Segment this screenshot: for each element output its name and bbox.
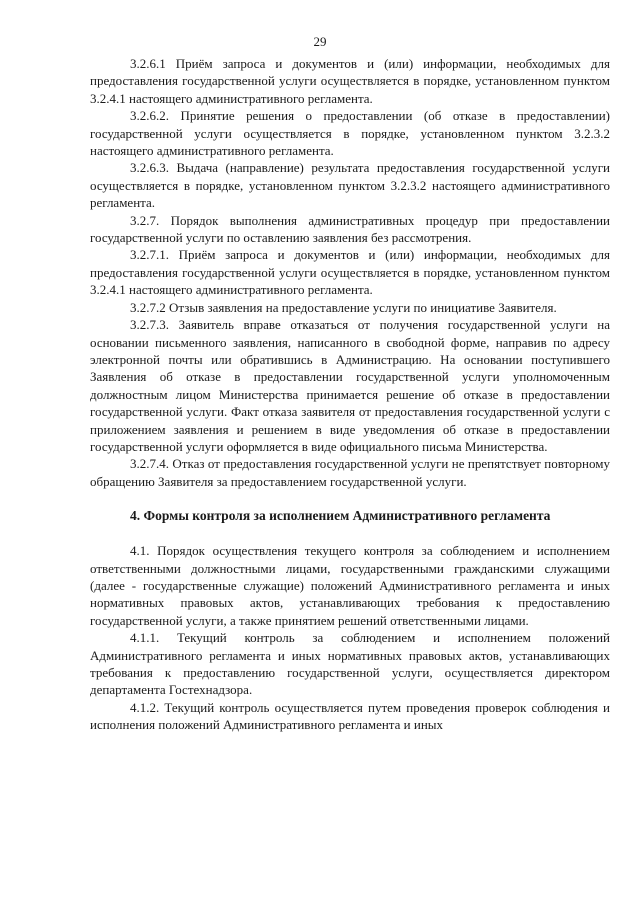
- paragraph-3-2-6-3: 3.2.6.3. Выдача (направление) результата предоставления государственной услуги осуществляется в порядке, установленном пунктом 3.2.3.2 настоящего административного регламента.: [90, 160, 610, 211]
- paragraph-3-2-7-1: 3.2.7.1. Приём запроса и документов и (или) информации, необходимых для предоставления государственной услуги осуществляется в порядке, установленном пунктом 3.2.4.1 настоящего административного регламента.: [90, 247, 610, 298]
- paragraph-4-1: 4.1. Порядок осуществления текущего контроля за соблюдением и исполнением ответственными должностными лицами, государственными гражданскими служащими (далее - государственные служащие) положений Административного регламента и иных нормативных правовых актов, устанавливающих требования к предоставлению государственной услуги, а также принятием решений ответственными лицами.: [90, 543, 610, 628]
- paragraph-3-2-7-4: 3.2.7.4. Отказ от предоставления государственной услуги не препятствует повторному обращению Заявителя за предоставлением государственной услуги.: [90, 456, 610, 489]
- paragraph-3-2-7: 3.2.7. Порядок выполнения административных процедур при предоставлении государственной услуги по оставлению заявления без рассмотрения.: [90, 212, 610, 246]
- paragraph-3-2-7-3: 3.2.7.3. Заявитель вправе отказаться от получения государственной услуги на основании письменного заявления, написанного в свободной форме, направив по адресу электронной почты или обратившись в Администрацию. На основании поступившего Заявления об отказе в предоставлении государственной услуги уполномоченным должностным лицом Министерства принимается решение об отказе в предоставлении государственной услуги. Факт отказа заявителя от предоставления государственной услуги с приложением заявления и решением в виде уведомления об отказе в предоставлении государственной услуги оформляется в виде официального письма Министерства.: [90, 317, 610, 454]
- paragraph-3-2-6-2: 3.2.6.2. Принятие решения о предоставлении (об отказе в предоставлении) государственной услуги осуществляется в порядке, установленном пунктом 3.2.3.2 настоящего административного регламента.: [90, 108, 610, 159]
- paragraph-4-1-1: 4.1.1. Текущий контроль за соблюдением и исполнением положений Административного регламента и иных нормативных правовых актов, устанавливающих требования к предоставлению государственной услуги, осуществляется директором департамента Гостехнадзора.: [90, 630, 610, 698]
- paragraph-3-2-7-2: 3.2.7.2 Отзыв заявления на предоставление услуги по инициативе Заявителя.: [130, 299, 557, 315]
- section-heading: 4. Формы контроля за исполнением Административного регламента: [130, 508, 551, 524]
- document-body: [90, 55, 610, 734]
- page-number: 29: [313, 34, 327, 49]
- paragraph-4-1-2: 4.1.2. Текущий контроль осуществляется путем проведения проверок соблюдения и исполнения положений Административного регламента и иных: [90, 699, 610, 733]
- paragraph-3-2-6-1: 3.2.6.1 Приём запроса и документов и (или) информации, необходимых для предоставления государственной услуги осуществляется в порядке, установленном пунктом 3.2.4.1 настоящего административного регламента.: [90, 56, 610, 106]
